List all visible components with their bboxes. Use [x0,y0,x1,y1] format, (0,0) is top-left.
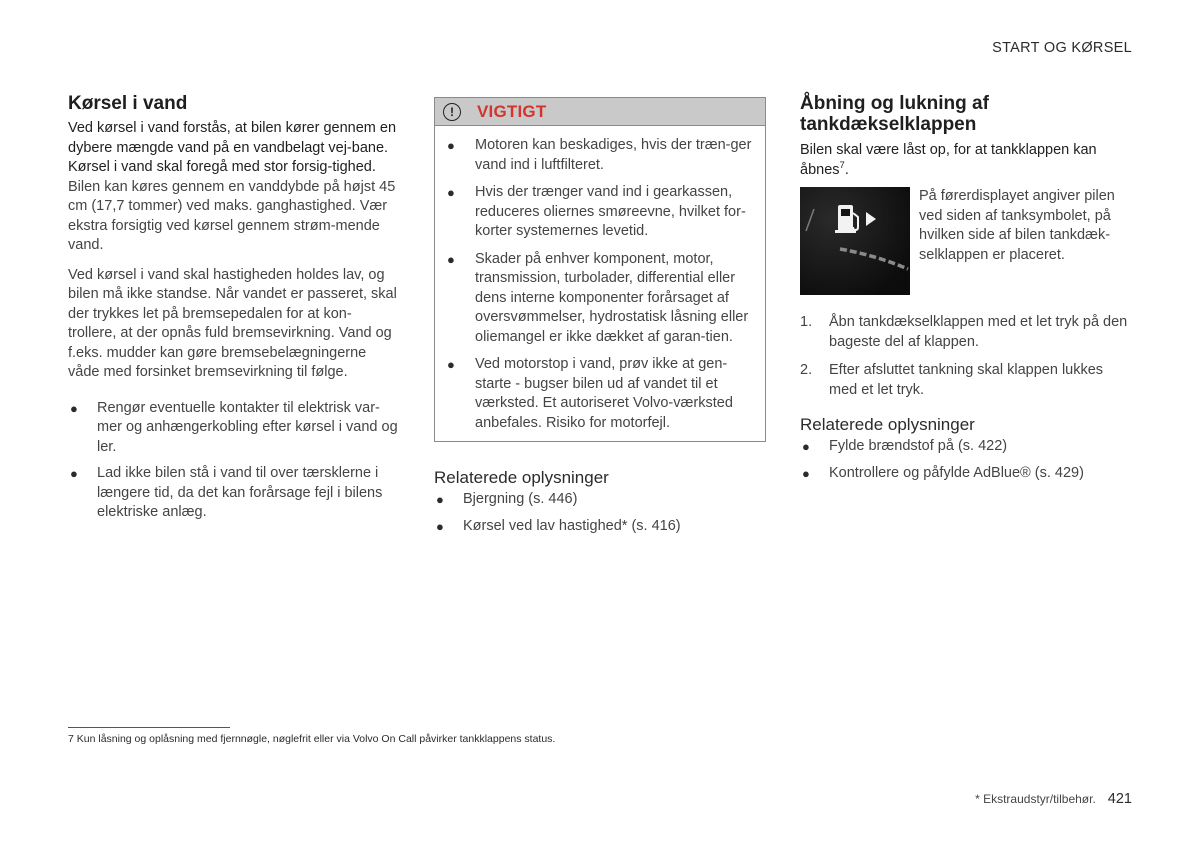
related-heading: Relaterede oplysninger [800,415,975,434]
step-item: 1. Åbn tankdækselklappen med et let tryk på den bageste del af klappen. [800,314,1128,350]
related-link[interactable]: ● Kontrollere og påfylde AdBlue® (s. 429) [800,464,1132,484]
related-link[interactable]: ● Kørsel ved lav hastighed* (s. 416) [434,517,766,537]
bullet-icon: ● [447,251,455,267]
list-item: ● Rengør eventuelle kontakter til elektrisk var-mer og anhængerkobling efter kørsel i vand og ler. [70,399,398,455]
figure-row [800,187,1132,295]
important-title: VIGTIGT [477,101,547,121]
list-item: ● Skader på enhver komponent, motor, transmission, turbolader, differential eller dens interne komponenter forårsaget af oversvømmelser, hydrostatisk låsning eller oliemangel er ikke dækket af garan-tien. [447,250,749,345]
section-header: START OG KØRSEL [992,40,1132,56]
paragraph-speed-braking: Ved kørsel i vand skal hastigheden holdes lav, og bilen må ikke standse. Når vandet er passeret, skal der trykkes let på bremsepedalen for at kon-trollere, at der opnås fuld bremsevirkning. Vand og f.eks. mudder kan gøre bremsebelægningerne våde med forsinket bremsevirkning til følge. [68,266,397,380]
related-info [800,415,1132,483]
bullet-icon: ● [802,465,810,481]
important-bullet-list [445,136,753,433]
footer-note: * Ekstraudstyr/tilbehør. [975,792,1096,806]
important-header [435,98,765,126]
heading-fuel-flap: Åbning og lukning af tankdækselklappen [800,93,989,135]
list-item: ● Motoren kan beskadiges, hvis der træn-ger vand ind i luftfilteret. [447,137,752,173]
list-item: ● Ved motorstop i vand, prøv ikke at gen-starte - bugser bilen ud af vandet til et værksted. Et autoriseret Volvo-værksted anbefales. Risiko for motorfejl. [447,356,733,431]
intro-paragraph: Bilen skal være låst op, for at tankklappen kan åbnes$^7$. [800,142,1097,178]
related-list [800,437,1132,483]
footnote-ref[interactable]: 7 [839,159,845,171]
bullet-icon: ● [70,466,78,481]
footnote-divider [68,727,230,728]
list-item: ● Lad ikke bilen stå i vand til over tærsklerne i længere tid, da det kan forårsage fejl i bilens elektriske anlæg. [70,465,383,520]
related-link[interactable]: ● Bjergning (s. 446) [434,490,766,510]
driver-display-image [800,187,910,295]
bullet-icon: ● [447,185,455,200]
related-link[interactable]: ● Fylde brændstof på (s. 422) [800,437,1132,457]
figure-description: På førerdisplayet angiver pilen ved siden af tanksymbolet, på hvilken side af bilen tankdæk-selklappen er placeret. [919,188,1115,263]
heading-driving-in-water: Kørsel i vand [68,93,188,114]
page-number: 421 [1107,791,1132,807]
column-driving-in-water [68,93,398,523]
bullet-icon: ● [436,518,444,534]
bullet-icon: ● [70,400,78,416]
exclamation-circle-icon: ! [443,103,461,121]
important-body [435,126,765,441]
column-fuel-flap [800,93,1132,483]
bullet-icon: ● [436,492,444,507]
page-footer [975,791,1132,807]
footnote: 7 Kun låsning og oplåsning med fjernnøgle, nøglefrit eller via Volvo On Call påvirker tankklappens status. [68,733,556,745]
related-info [434,468,766,536]
bullet-icon: ● [802,439,810,454]
lead-paragraph: Ved kørsel i vand forstås, at bilen kører gennem en dybere mængde vand på en vandbelagt vej-bane. Kørsel i vand skal foregå med stor forsig-tighed. [68,120,397,175]
paragraph-water-depth: Bilen kan køres gennem en vanddybde på højst 45 cm (17,7 tommer) ved maks. ganghastighed. Vær ekstra forsigtig ved kørsel gennem strøm-mende vand. [68,178,396,253]
step-item: 2. Efter afsluttet tankning skal klappen lukkes med et let tryk. [800,362,1104,398]
list-item: ● Hvis der trænger vand ind i gearkassen, reduceres oliernes smøreevne, hvilket for-korter systemernes levetid. [447,184,746,239]
bullet-list [68,399,398,523]
related-heading: Relaterede oplysninger [434,468,609,487]
bullet-icon: ● [447,138,455,153]
related-list [434,490,766,536]
important-box [434,97,766,442]
bullet-icon: ● [447,357,455,372]
column-important [434,93,766,536]
steps-list [800,313,1132,400]
